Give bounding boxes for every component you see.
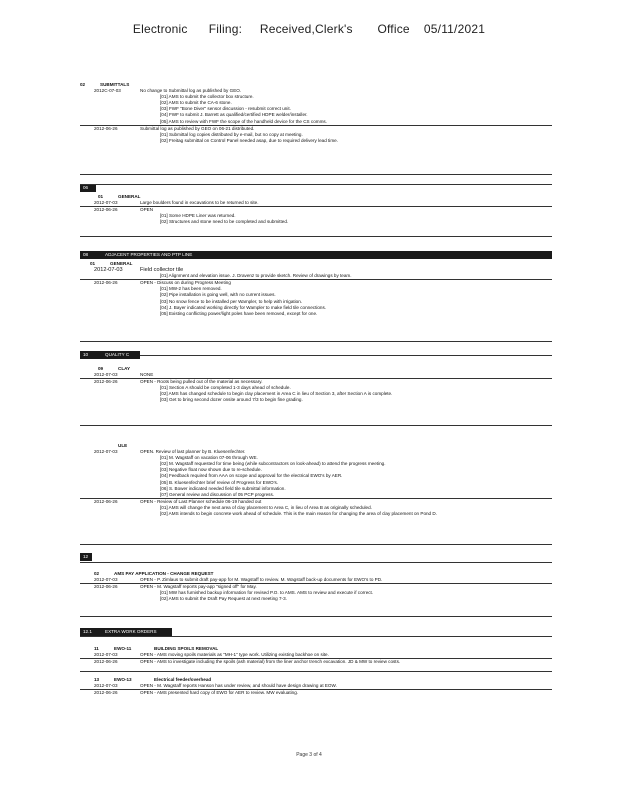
entry-date: 2012-06-26 [94,498,118,504]
list-item: [01] Alignment and elevation issue. J. Dravenz to provide sketch. Review of drawings by team. [160,273,352,279]
list-item: [04] Feedback required from AAA on scope and approval for the electrical EWO's by AER. [160,473,343,479]
entry-date: 2012-07-03 [94,683,118,689]
group-title: EWO-11 [114,646,132,651]
entry-date: 2012-07-03 [94,200,118,206]
list-item: [02] AMS has changed schedule to begin clay placement in Area C in lieu of Section 3, after Section A is complete. [160,391,393,397]
list-item: [06] S. Bower indicated needed field tile submittal information. [160,485,286,491]
section-title: GENERAL [118,194,141,199]
section-title: ULE [118,443,128,448]
adjacent-section [80,261,552,317]
divider [80,236,552,237]
entry-text: OPEN. Review of last planner by B. Kluesenfechter. [140,449,246,455]
divider [140,355,552,356]
entry-date: 2012-06-26 [94,379,118,385]
entry-date: 2012-07-03 [94,372,118,378]
entry-date: 2012-07-03 [94,652,118,658]
extrawork-section [80,646,552,697]
list-item: [01] Submittal log copies distributed by e-mail, but no copy at meeting. [160,131,303,137]
divider [80,562,552,563]
entry-text: Large boulders found in excavations to be returned to site. [140,200,259,206]
entry-date: 2012-07-03 [94,449,118,455]
entry-date: 2012-06-26 [94,280,118,286]
section-number: 01 [98,194,104,199]
divider [80,544,552,545]
submittals-section [80,82,552,144]
entry-date: 2012-06-26 [94,659,118,665]
entry-date: 2012-06-26 [94,207,118,213]
entry-text: OPEN - P. Zimlaus to submit draft pay-app for M. Wagstaff to review. M. Wagstaff back-up documents for EWO's to PD. [140,577,383,583]
list-item: [01] AMS to submit the collector box structure. [160,94,254,100]
section-bar: 10 QUALITY C [80,351,140,359]
entry-text: OPEN - Review of Last Planner schedule 06-19 handed out [140,498,262,504]
entry-text: OPEN - Discuss on during Progress Meeting [140,280,231,286]
section-number: 09 [98,366,104,371]
section-bar: 12 [80,553,92,561]
group-title: EWO-13 [114,677,132,683]
list-item: [05] B. Kluesenfechter brief review of Progress for EWO's. [160,479,279,485]
section-number: 01 [90,261,96,266]
entry-text: OPEN - Roots being pulled out of the material as necessary. [140,379,263,385]
entry-text: OPEN - M. Wagstaff reports pay-app "signed off" for May. [140,584,257,590]
section-title: SUBMITTALS [100,82,130,87]
list-item: [05] AMS to review with FWF the scope of the handheld device for the CS comms. [160,118,327,124]
filing-stamp: Electronic Filing: Received,Clerk's Office 05/11/2021 [132,22,486,36]
entry-date: 2012-06-26 [94,125,118,131]
section-bar: 08 ADJACENT PROPERTIES AND PTP LINE [80,251,552,259]
payapp-section [80,571,552,602]
divider [80,174,552,175]
list-item: [01] MW-2 has been removed. [160,286,222,292]
entry-text: OPEN [140,207,154,213]
list-item: [02] AMS to submit the Draft Pay Request at next meeting 7-3. [160,596,287,602]
entry-date: 2012-07-03 [94,577,118,583]
divider [80,184,552,185]
list-item: [03] Get to bring second dozer onsite around 7/3 to begin fine grading. [160,397,303,403]
list-item: [02] AMS to submit the CA-6 stone. [160,100,232,106]
group-number: 13 [94,677,100,683]
group-subtitle: BUILDING SPOILS REMOVAL [154,646,219,651]
schedule-section [80,443,552,517]
entry-date: 2012-06-26 [94,690,118,696]
list-item: [01] AMS will change the next area of clay placement to Area C, in lieu of Area B as originally scheduled. [160,504,372,510]
list-item: [03] No snow fence to be installed per Wampler, to help with irrigation. [160,298,303,304]
quality-section [80,366,552,404]
general-section [80,194,552,225]
list-item: [02] Freitag submittal on Control Panel needed asap, due to required delivery lead time. [160,137,338,143]
section-title: AMS PAY APPLICATION - CHANGE REQUEST [114,571,214,576]
group-subtitle: Electrical feeder/overhead [154,677,212,683]
list-item: [01] Section A should be completed 1-3 days ahead of schedule. [160,385,291,391]
entry-text: Field collector tile [140,267,184,274]
list-item: [07] General review and discussion of 05 PCP progress. [160,491,275,497]
divider [80,341,552,342]
entry-date: 2012-06-26 [94,584,118,590]
list-item: [03] FWF "Bone Diver" sensor discussion - resubmit correct unit. [160,106,291,112]
list-item: [01] MW has furnished backup information for revised P.O. to AMS. AMS to review and execute if correct. [160,590,374,596]
group-number: 11 [94,646,99,651]
page-number: Page 3 of 4 [296,752,322,758]
list-item: [04] J. Bayer indicated working directly for Wampler to make field tile connections. [160,304,327,310]
section-number: 02 [80,82,86,87]
list-item: [02] Pipe installation is going well, with no current issues. [160,292,276,298]
list-item: [02] M. Wagstaff requested for time being (while subcontractors on look-ahead) to attend the progress meeting. [160,461,386,467]
list-item: [02] AMS intends to begin concrete work ahead of schedule. This is the main reason for changing the area of clay placement on Pond D. [160,511,437,517]
entry-text: OPEN - AMS to investigate including the spoils (ash material) from the liner anchor trench excavation. JD & MW to review costs. [140,659,401,665]
entry-text: NONE [140,372,154,378]
section-number: 02 [94,571,100,576]
section-title: GENERAL [110,261,133,266]
entry-text: OPEN - M. Wagstaff reports Hanson has under review, and should have design drawing at EOW. [140,683,337,689]
section-bar: 06 [80,184,96,192]
divider [80,425,552,426]
entry-date: 2012C-07-03 [94,88,121,94]
section-title: CLAY [118,366,131,371]
divider [80,616,552,617]
list-item: [04] FWF to submit J. Barrett as qualified/certified HDPE welder/installer. [160,112,308,118]
list-item: [02] Structures and stone need to be completed and submitted. [160,219,289,225]
entry-text: OPEN - AMS presented hard copy of EWO for AER to review. MW evaluating. [140,690,299,696]
list-item: [03] Negative float now shown due to re-schedule. [160,467,262,473]
list-item: [01] Some HDPE Liner was returned. [160,213,236,219]
list-item: [05] Existing conflicting power/light poles have been removed, except for one. [160,310,318,316]
entry-text: Submittal log as published by GEO on 06-21 distributed. [140,125,255,131]
entry-text: No change to Submittal log as published by GEO. [140,88,242,94]
list-item: [01] M. Wagstaff on vacation 07-06 through WE. [160,455,258,461]
entry-date: 2012-07-03 [94,267,123,274]
section-bar: 12.1 EXTRA WORK ORDERS [80,628,172,636]
divider [80,636,552,637]
entry-text: OPEN - AMS moving spoils materials as "MH-1" type work. Utilizing existing backhoe on site. [140,652,329,658]
